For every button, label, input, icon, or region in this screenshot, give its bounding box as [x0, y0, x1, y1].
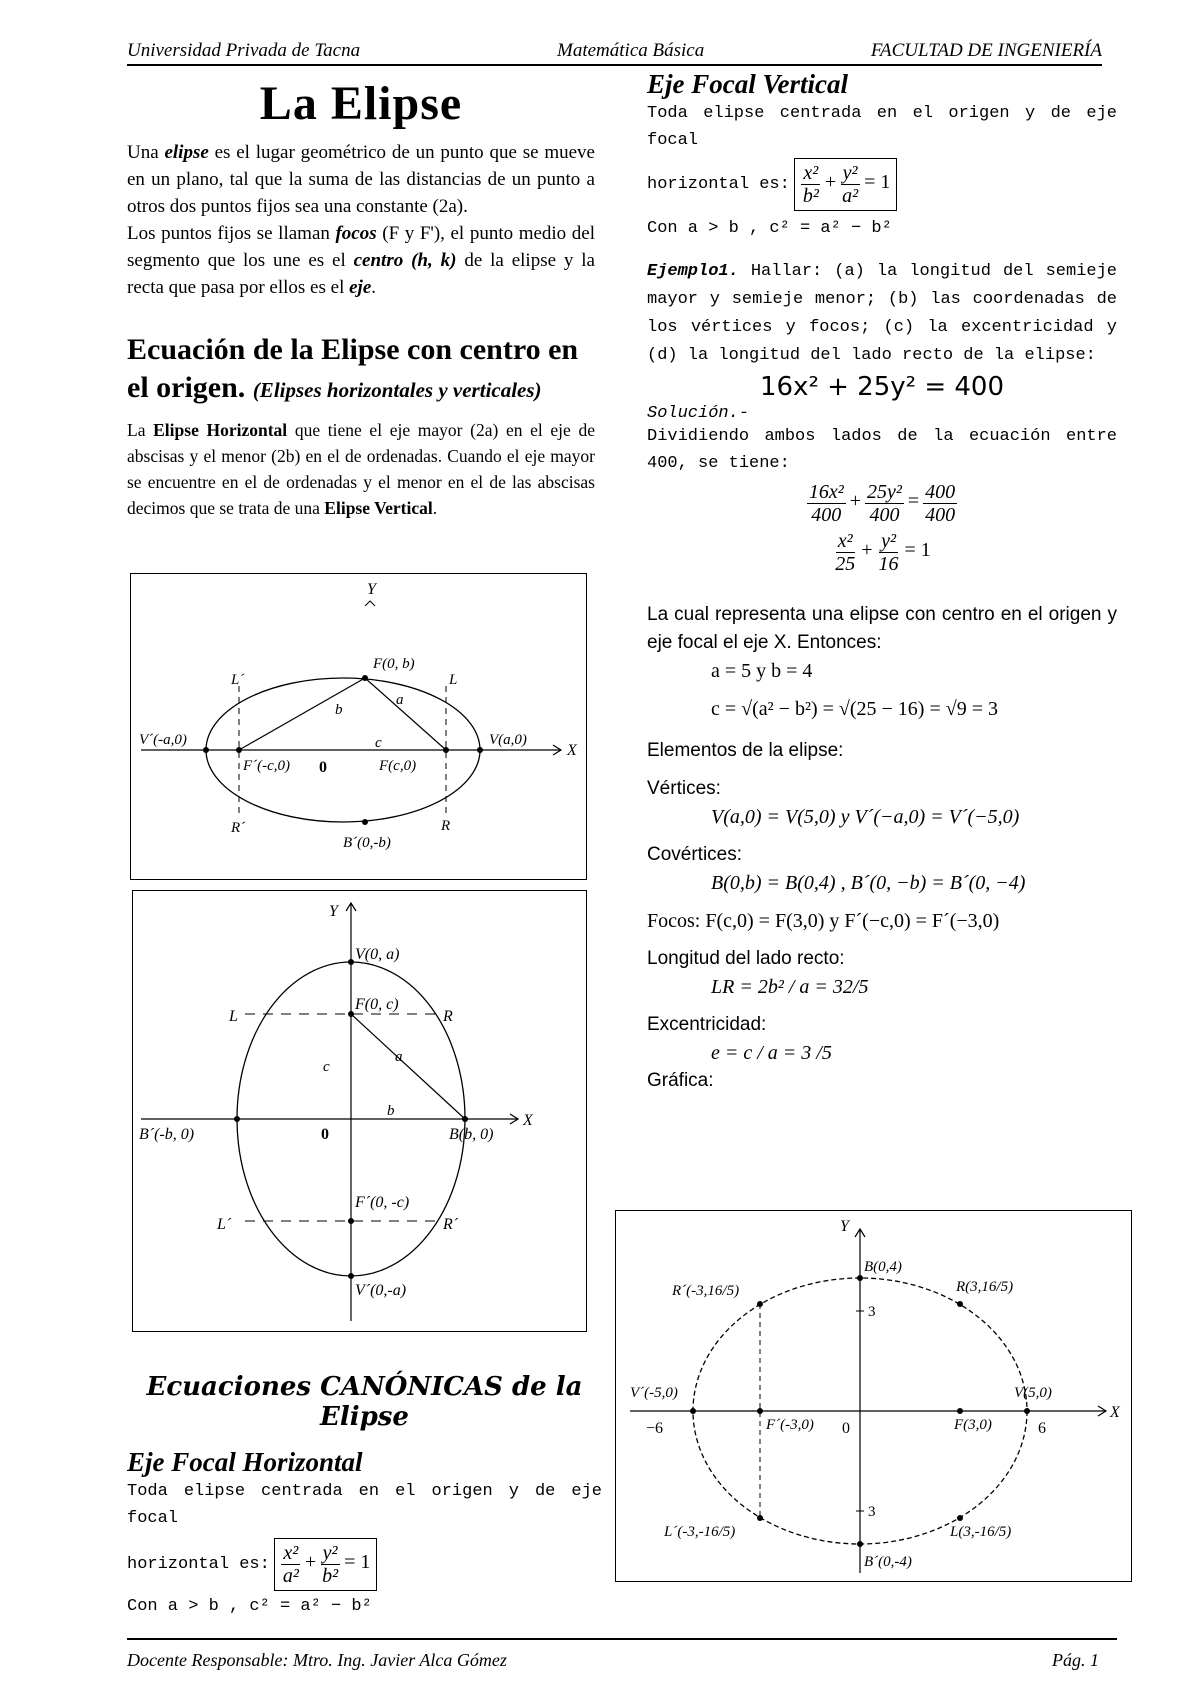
horizontal-focal-text: Toda elipse centrada en el origen y de eje focal [127, 1482, 602, 1528]
right-column [647, 68, 1117, 1095]
fig3-b: B(0,4) [864, 1259, 902, 1275]
fig3-n3: 3 [868, 1304, 876, 1320]
eccentricity-label: Excentricidad: [647, 1014, 767, 1035]
fig3-rp: R´(-3,16/5) [672, 1283, 740, 1299]
fig1-l: L [449, 672, 458, 688]
fig2-origin: 0 [321, 1126, 329, 1143]
page-footer [127, 1638, 1117, 1670]
fig2-x-label: X [523, 1112, 533, 1129]
fig2-b: b [387, 1103, 395, 1119]
fig1-y-label: Y [367, 581, 376, 598]
fig1-b: b [335, 702, 343, 718]
fig2-f: F(0, c) [355, 996, 399, 1013]
fig3-l: L(3,-16/5) [950, 1524, 1012, 1540]
fig3-m3: 3 [868, 1504, 876, 1520]
header-university: Universidad Privada de Tacna [127, 40, 361, 61]
vertical-ellipse-diagram [133, 891, 586, 1331]
fig1-lp: L´ [231, 672, 245, 688]
figure-horizontal-ellipse [130, 573, 587, 880]
fig1-rr: R [441, 818, 451, 834]
intro-paragraph-1: Una elipse es el lugar geométrico de un punto que se mueve en un plano, tal que la suma de las distancias de un punto a otros dos puntos fijos sea una constante (2a). [127, 142, 595, 217]
vertical-focal-title: Eje Focal Vertical [647, 69, 848, 99]
fig1-bottom: B´(0,-b) [343, 835, 391, 851]
vertical-condition: Con a > b , c² = a² − b² [647, 219, 892, 238]
fig3-origin: 0 [842, 1420, 850, 1437]
fig3-vp: V´(-5,0) [630, 1385, 678, 1401]
fig1-fr: F(c,0) [379, 758, 417, 774]
covertices-label: Covértices: [647, 844, 743, 865]
fig2-lp: L´ [217, 1216, 232, 1233]
page-header [127, 38, 1102, 66]
vertical-eq-label: horizontal es: [647, 175, 790, 195]
horizontal-equation-row [127, 1538, 602, 1591]
latus-rectum-value: LR = 2b² / a = 32/5 [711, 976, 869, 998]
fig3-y-label: Y [840, 1218, 849, 1235]
fig3-m6: −6 [646, 1420, 664, 1437]
fig2-c: c [323, 1059, 330, 1075]
horizontal-condition: Con a > b , c² = a² − b² [127, 1597, 372, 1616]
vertices-label: Vértices: [647, 778, 721, 799]
represent-text: La cual representa una elipse con centro en el origen y eje focal el eje X. Entonces: [647, 604, 1117, 653]
ab-values: a = 5 y b = 4 [711, 660, 813, 682]
fig3-f: F(3,0) [954, 1417, 992, 1433]
fig3-v: V(5,0) [1014, 1385, 1052, 1401]
fraction-step-1: $\frac{\text{16x²}}{400}$ + $\frac{\text{25y²}}{400}$ = $\frac{400}{400}$ [808, 481, 956, 526]
canonical-section [127, 1372, 602, 1616]
example-equation: 16x² + 25y² = 400 [759, 372, 1005, 402]
foci-value: Focos: F(c,0) = F(3,0) y F´(−c,0) = F´(−3,0) [647, 910, 1000, 932]
figure-vertical-ellipse [132, 890, 587, 1332]
fig3-x-label: X [1110, 1404, 1120, 1421]
vertical-equation-row [647, 158, 1117, 211]
c-value: c = √(a² − b²) = √(25 − 16) = √9 = 3 [711, 698, 998, 720]
fig1-origin: 0 [319, 759, 327, 776]
footer-page: Pág. 1 [1052, 1650, 1099, 1670]
canonical-title: Ecuaciones CANÓNICAS de la Elipse [146, 1372, 583, 1432]
header-course: Matemática Básica [557, 40, 705, 61]
covertices-value: B(0,b) = B(0,4) , B´(0, −b) = B´(0, −4) [711, 872, 1026, 894]
horizontal-focal-title: Eje Focal Horizontal [127, 1447, 363, 1477]
example-statement: Ejemplo1. Hallar: (a) la longitud del semieje mayor y semieje menor; (b) las coordenadas de los vértices y focos; (c) la excentricidad y (d) la longitud del lado recto de la elipse: [647, 262, 1117, 365]
example-ellipse-diagram [616, 1211, 1131, 1581]
fig2-a: a [395, 1049, 403, 1065]
fig1-fl: F´(-c,0) [243, 758, 291, 774]
fig1-x-label: X [567, 742, 577, 759]
fig2-rp: R´ [443, 1216, 459, 1233]
intro-paragraph-2: Los puntos fijos se llaman focos (F y F'), el punto medio del segmento que los une es el centro (h, k) de la elipse y la recta que pasa por ellos es el eje. [127, 223, 595, 298]
horizontal-eq-label: horizontal es: [127, 1555, 270, 1575]
graph-label: Gráfica: [647, 1070, 714, 1091]
horizontal-canonical-equation: $\frac{\text{x²}}{\text{a²}}$ + $\frac{\text{y²}}{\text{b²}}$ = 1 [274, 1538, 378, 1591]
fig2-bl: B´(-b, 0) [139, 1126, 195, 1143]
fig1-vl: V´(-a,0) [139, 732, 187, 748]
latus-rectum-label: Longitud del lado recto: [647, 948, 845, 969]
fig3-bp: B´(0,-4) [864, 1554, 912, 1570]
left-column [127, 70, 595, 521]
vertices-value: V(a,0) = V(5,0) y V´(−a,0) = V´(−5,0) [711, 806, 1020, 828]
solution-label: Solución.- [647, 404, 750, 423]
header-faculty: FACULTAD DE INGENIERÍA [870, 40, 1102, 61]
fig2-y-label: Y [329, 903, 338, 920]
fig1-c: c [375, 735, 382, 751]
section-description: La Elipse Horizontal que tiene el eje mayor (2a) en el eje de abscisas y el menor (2b) en el de ordenadas. Cuando el eje mayor se encuentre en el de ordenadas y el menor en el de las abscisas decimos que se trata de una Elipse Vertical. [127, 420, 595, 518]
fig3-lp: L´(-3,-16/5) [664, 1524, 736, 1540]
page-title: La Elipse [259, 77, 463, 130]
fig3-r: R(3,16/5) [956, 1279, 1014, 1295]
elements-label: Elementos de la elipse: [647, 740, 844, 761]
footer-teacher: Docente Responsable: Mtro. Ing. Javier Alca Gómez [127, 1650, 507, 1670]
fig2-v: V(0, a) [355, 946, 400, 963]
fig1-top-point: F(0, b) [373, 656, 415, 672]
vertical-focal-text: Toda elipse centrada en el origen y de eje focal [647, 104, 1117, 150]
section-title: Ecuación de la Elipse con centro en el origen. (Elipses horizontales y verticales) [127, 333, 579, 404]
vertical-canonical-equation: $\frac{\text{x²}}{\text{b²}}$ + $\frac{\text{y²}}{\text{a²}}$ = 1 [794, 158, 898, 211]
fig3-fp: F´(-3,0) [766, 1417, 814, 1433]
fig2-l: L [229, 1008, 238, 1025]
fig3-p6: 6 [1038, 1420, 1046, 1437]
eccentricity-value: e = c / a = 3 /5 [711, 1042, 832, 1064]
fig2-vp: V´(0,-a) [355, 1282, 407, 1299]
figure-example-ellipse [615, 1210, 1132, 1582]
fig1-rl: R´ [231, 820, 246, 836]
fig1-vr: V(a,0) [489, 732, 527, 748]
fig2-r: R [443, 1008, 453, 1025]
horizontal-ellipse-diagram [131, 574, 586, 879]
fig2-fp: F´(0, -c) [355, 1194, 410, 1211]
fig2-br: B(b, 0) [449, 1126, 494, 1143]
fraction-step-2: $\frac{\text{x²}}{25}$ + $\frac{\text{y²}}{16}$ = 1 [835, 530, 931, 575]
fig1-a: a [396, 692, 404, 708]
solution-text: Dividiendo ambos lados de la ecuación entre 400, se tiene: [647, 427, 1117, 473]
